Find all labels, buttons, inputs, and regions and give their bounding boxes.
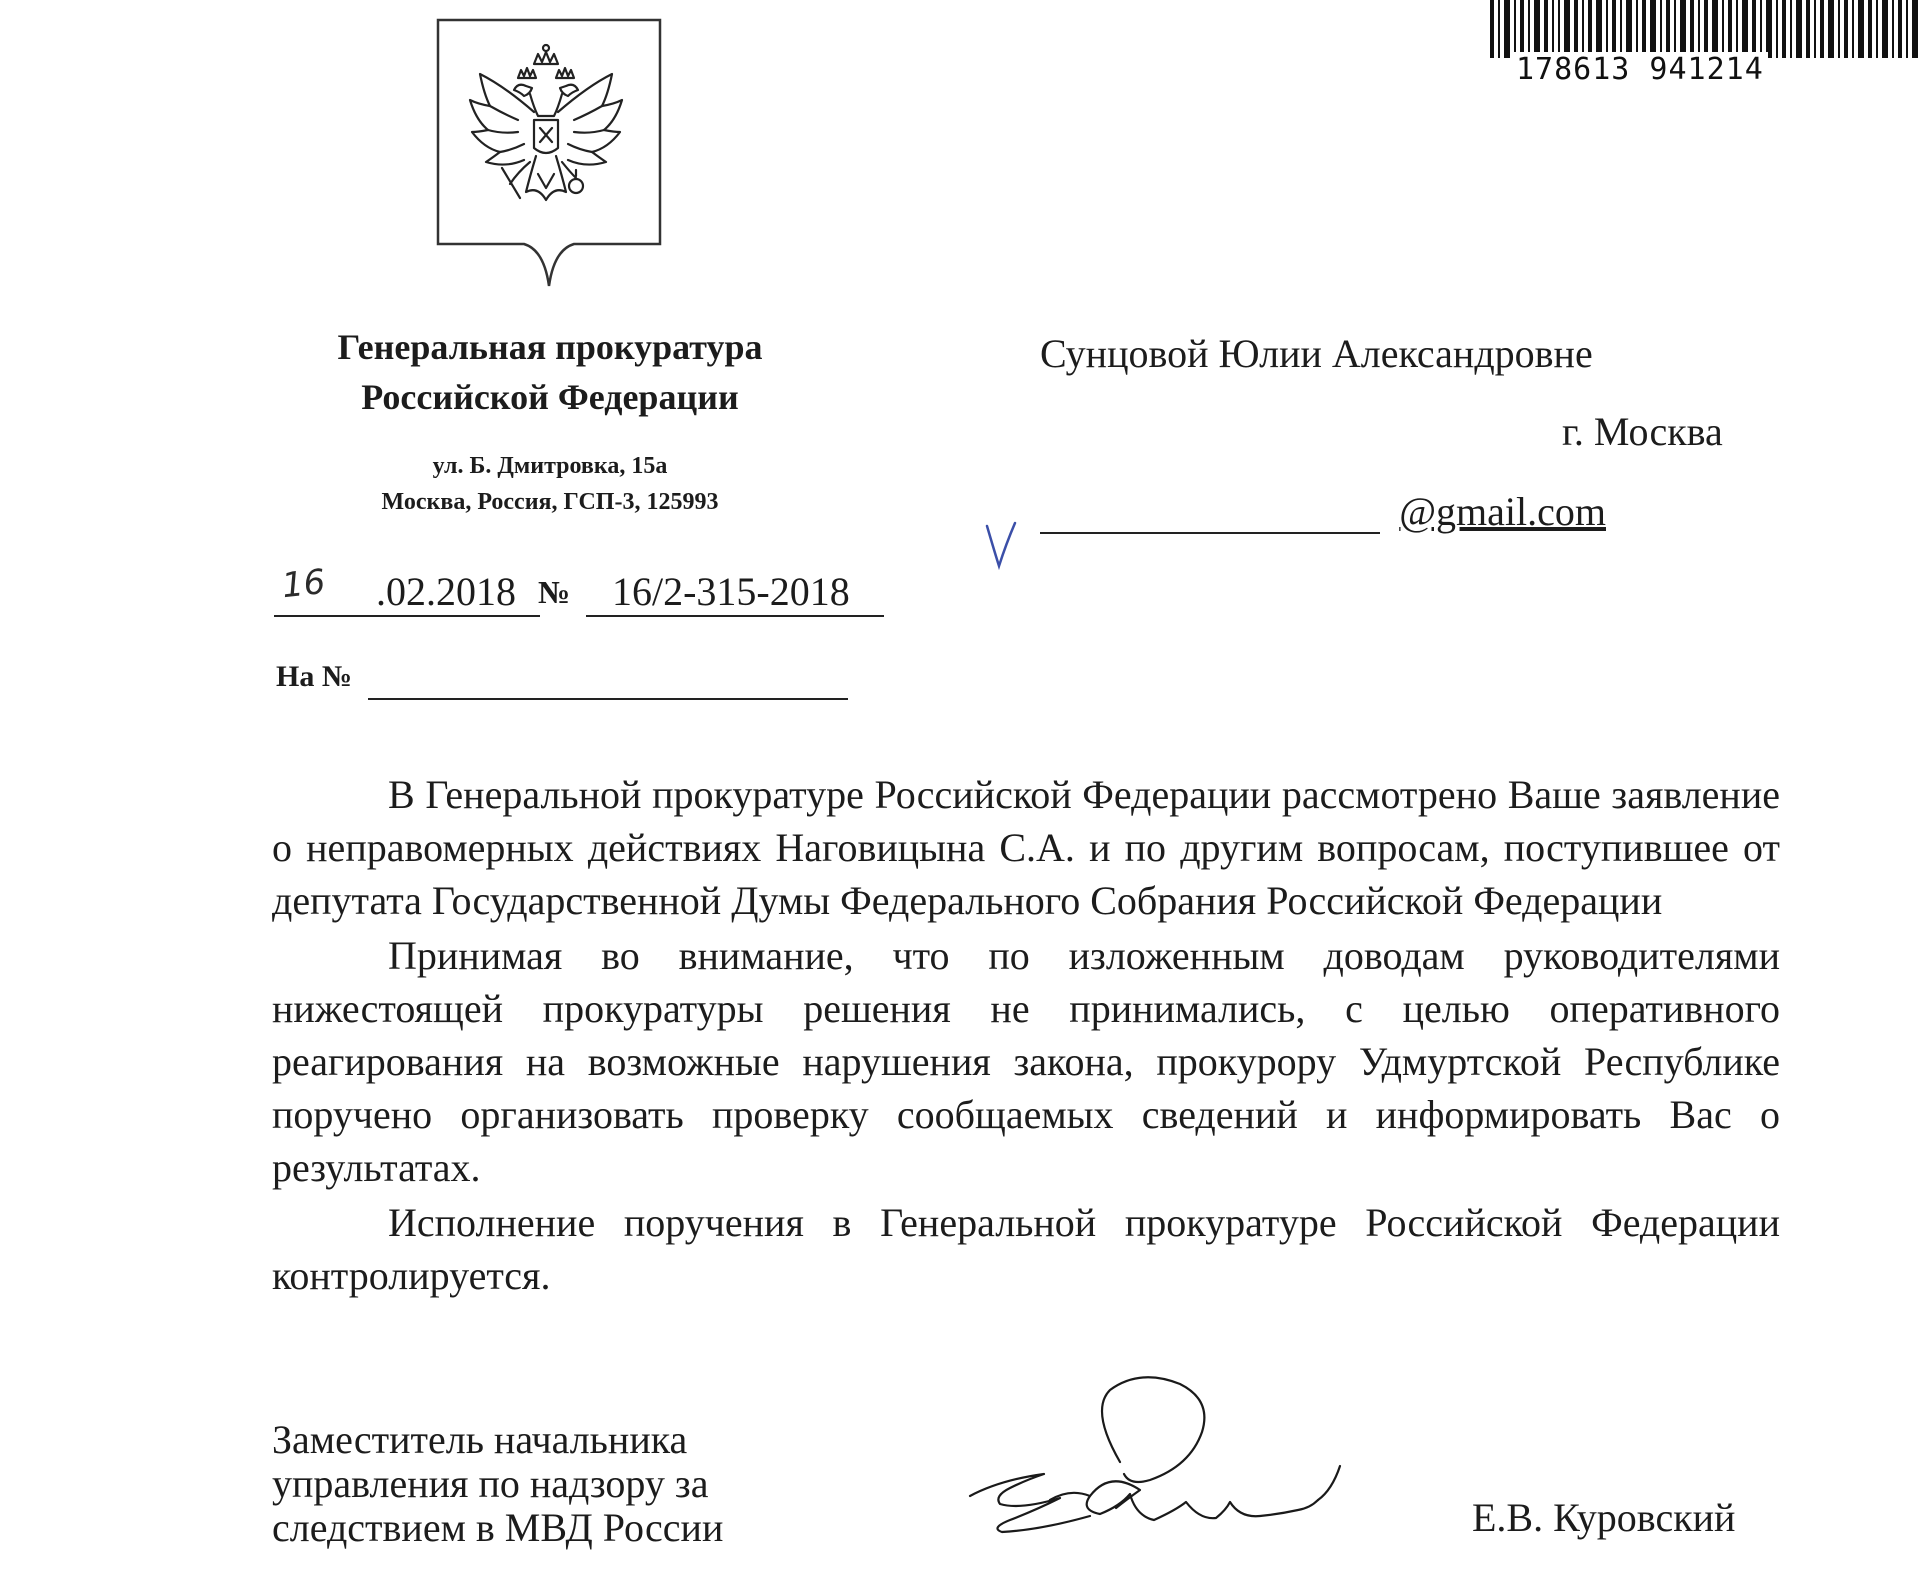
recipient-name: Сунцовой Юлии Александровне (1040, 331, 1593, 376)
barcode-bars (1490, 0, 1920, 58)
recipient-city: г. Москва (1562, 409, 1723, 454)
letter-body (272, 768, 1780, 1304)
barcode-number: 178613 941214 (1512, 52, 1768, 87)
reference-label: На № (276, 660, 352, 693)
organization-address (250, 448, 850, 520)
double-headed-eagle-icon (434, 16, 664, 292)
signer-position (272, 1418, 723, 1550)
organization-name-line2: Российской Федерации (361, 377, 739, 417)
number-sign: № (538, 574, 571, 610)
body-paragraph: В Генеральной прокуратуре Российской Федерации рассмотрено Ваше заявление о неправомерных действиях Наговицына С.А. и по другим вопросам, поступившее от депутата Государственной Думы Федерального Собрания Российской Федерации (272, 772, 1780, 923)
email-domain: @gmail.com (1399, 489, 1606, 534)
handwritten-day: 16 (280, 561, 328, 607)
organization-address-line1: ул. Б. Дмитровка, 15а (432, 453, 668, 479)
document-date-number (274, 561, 884, 618)
barcode (1490, 0, 1920, 87)
signer-position-line1: Заместитель начальника (272, 1417, 688, 1462)
body-paragraph: Принимая во внимание, что по изложенным доводам руководителями нижестоящей прокуратуры решения не принимались, с целью оперативного реагирования на возможные нарушения закона, прокурору Удмуртской Республике поручено организовать проверку сообщаемых сведений и информировать Вас о результатах. (272, 933, 1780, 1190)
handwritten-signature (940, 1370, 1360, 1560)
document-number: 16/2-315-2018 (612, 569, 850, 614)
signer-position-line2: управления по надзору за (272, 1461, 709, 1506)
reference-underline (368, 698, 848, 700)
checkmark-icon (984, 520, 1018, 570)
body-paragraph: Исполнение поручения в Генеральной прокуратуре Российской Федерации контролируется. (272, 1200, 1780, 1298)
date-underline (274, 615, 540, 617)
signer-name: Е.В. Куровский (1472, 1495, 1736, 1540)
organization-name-line1: Генеральная прокуратура (337, 327, 763, 367)
signer-position-line3: следствием в МВД России (272, 1505, 724, 1550)
recipient-email (1040, 488, 1610, 538)
email-redacted-underline (1040, 532, 1380, 534)
reference-number (276, 660, 856, 704)
document-date: .02.2018 (376, 569, 516, 614)
organization-name (250, 322, 850, 422)
number-underline (586, 615, 884, 617)
organization-address-line2: Москва, Россия, ГСП-3, 125993 (381, 489, 719, 515)
